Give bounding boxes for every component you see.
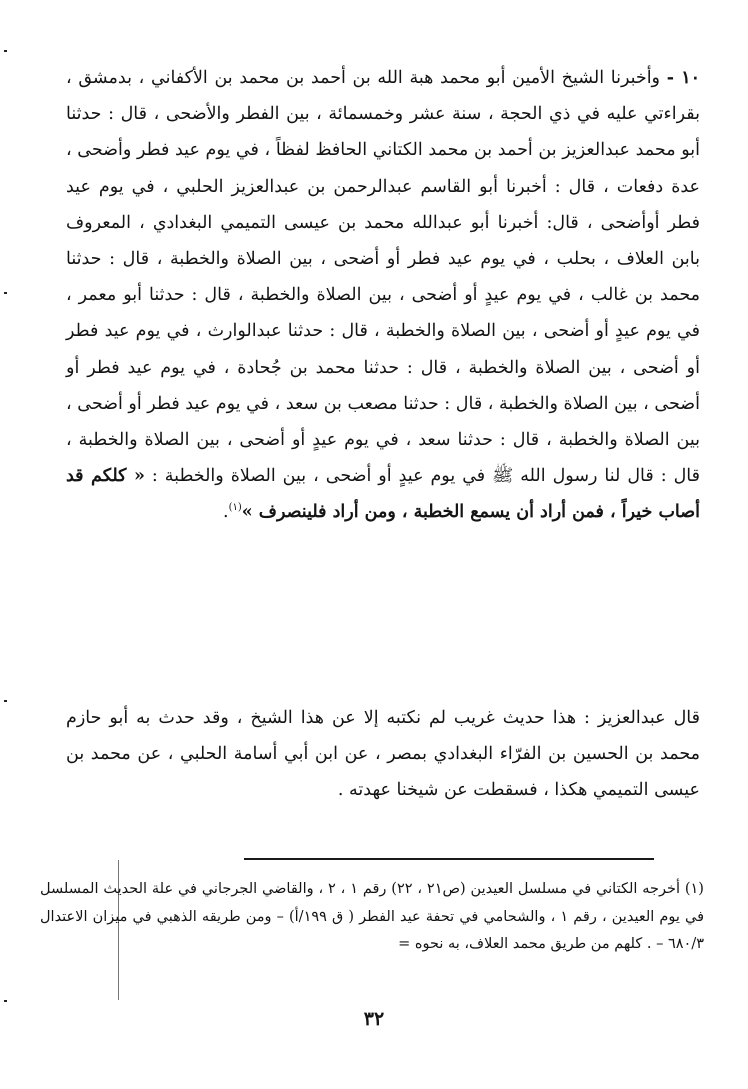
end-mark: . [223, 502, 229, 523]
margin-mark [4, 700, 7, 702]
margin-mark [4, 1000, 7, 1002]
hadith-paragraph [66, 60, 700, 531]
footnote-divider [244, 858, 654, 860]
page-number: ٣٢ [363, 1008, 385, 1030]
margin-mark [4, 292, 7, 294]
footnote-marker: (١) [228, 502, 242, 514]
main-text-block [66, 60, 700, 531]
paragraph-text: وأخبرنا الشيخ الأمين أبو محمد هبة الله بن أحمد بن محمد بن الأكفاني ، بدمشق ، بقراءتي عليه في ذي الحجة ، سنة عشر وخمسمائة ، بين الفطر والأضحى ، قال : حدثنا أبو محمد عبدالعزيز بن أحمد بن محمد الكتاني الحافظ لفظاً ، في يوم عيد فطر وأضحى ، عدة دفعات ، قال : أخبرنا أبو القاسم عبدالرحمن بن عبدالعزيز الحلبي ، في يوم عيد فطر أوأضحى ، قال: أخبرنا أبو عبدالله محمد بن عيسى التميمي البغدادي ، المعروف بابن العلاف ، بحلب ، في يوم عيد فطر أو أضحى ، بين الصلاة والخطبة ، قال : حدثنا محمد بن غالب ، في يوم عيدٍ أو أضحى ، بين الصلاة والخطبة ، قال : حدثنا أبو معمر ، في يوم عيدٍ أو أضحى ، بين الصلاة والخطبة ، قال : حدثنا عبدالوارث ، في يوم عيد فطر أو أضحى ، بين الصلاة والخطبة ، قال : حدثنا محمد بن جُحادة ، في يوم عيد فطر أو أضحى ، بين الصلاة والخطبة ، قال : حدثنا مصعب بن سعد ، في يوم عيد فطر أو أضحى ، بين الصلاة والخطبة ، قال : حدثنا سعد ، في يوم عيدٍ أو أضحى ، بين الصلاة والخطبة ، قال : قال لنا رسول الله ﷺ في يوم عيدٍ أو أضحى ، بين الصلاة والخطبة : [66, 68, 700, 487]
commentary-paragraph: قال عبدالعزيز : هذا حديث غريب لم نكتبه إلا عن هذا الشيخ ، وقد حدث به أبو حازم محمد بن الحسين بن الفرّاء البغدادي بمصر ، عن ابن أبي أسامة الحلبي ، عن محمد بن عيسى التميمي هكذا ، فسقطت عن شيخنا عهدته . [66, 708, 700, 801]
paragraph-number: ١٠ - [666, 68, 700, 88]
margin-mark [4, 50, 7, 52]
hadith-quote: « كلكم قد أصاب خيراً ، فمن أراد أن يسمع الخطبة ، ومن أراد فلينصرف » [66, 466, 700, 523]
footnote-text: (١) أخرجه الكتاني في مسلسل العيدين (ص٢١ ، ٢٢) رقم ١ ، ٢ ، والقاضي الجرجاني في علة الحديث المسلسل في يوم العيدين ، رقم ١ ، والشحامي في تحفة عيد الفطر ( ق ١٩٩/أ) – ومن طريقه الذهبي في ميزان الاعتدال ٦٨٠/٣ – . كلهم من طريق محمد العلاف، به نحوه = [40, 881, 704, 952]
